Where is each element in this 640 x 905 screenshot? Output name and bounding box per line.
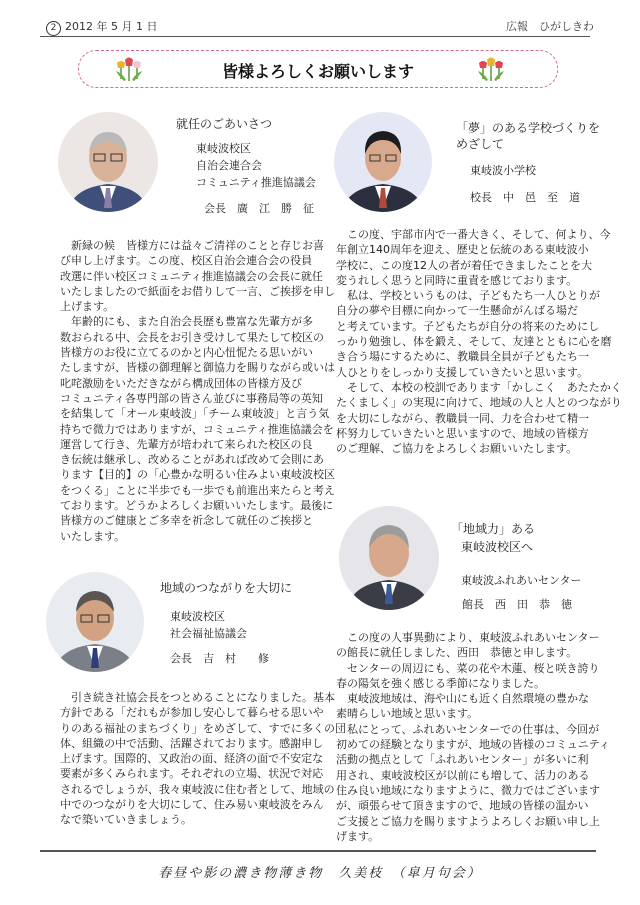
text-line: 方針である「だれもが参加し安心して暮らせる思いや: [60, 706, 324, 720]
article-heading: 地域のつながりを大切に: [160, 581, 293, 595]
text-line: 私は、学校というものは、子どもたち一人ひとりが: [336, 289, 600, 303]
article-heading: 「地域力」ある: [451, 522, 536, 536]
portrait-photo: [339, 506, 439, 610]
date-text: 2012 年 5 月 1 日: [65, 20, 158, 33]
text-line: 体、組織の中で活動、活躍されております。感謝申し: [60, 736, 324, 750]
portrait-photo: [334, 112, 432, 212]
org-line: 東岐波小学校: [470, 164, 536, 177]
text-line: そして、本校の校訓であります「かしこく あたたかく: [336, 380, 622, 394]
header-rule: [40, 36, 590, 37]
text-line: この度、宇部市内で一番大きく、そして、何より、今: [336, 228, 611, 241]
signature: 校長 中 邑 至 道: [470, 191, 580, 204]
text-line: なで築いていきましょう。: [60, 813, 192, 827]
org-line: 東岐波校区: [196, 142, 251, 155]
text-line: 運営して行き、先輩方が培われて来られた校区の良: [60, 437, 313, 451]
text-line: 数おられる中、会長をお引き受けして果たして校区の: [60, 330, 324, 344]
text-line: を大切にしながら、教職員一同、力を合わせて精一: [336, 411, 589, 425]
text-line: 年齢的にも、また自治会長歴も豊富な先輩方が多: [60, 315, 313, 329]
text-line: 東岐波地域は、海や山にも近く自然環境の豊かな: [336, 692, 589, 706]
org-line: 東岐波校区: [170, 610, 225, 623]
text-line: 中でのつながりを大切にして、住み易い東岐波をみん: [60, 798, 324, 812]
portrait-photo: [58, 112, 158, 212]
text-line: 春の陽気を強く感じる季節になりました。: [336, 676, 545, 690]
article-heading: 東岐波校区へ: [461, 540, 534, 554]
text-line: 上げます。国際的、又政治の面、経済の面で不安定な: [60, 752, 324, 766]
signature: 会長 廣 江 勝 征: [204, 202, 314, 215]
article-body: [60, 238, 335, 544]
text-line: 自分の夢や目標に向かって一生懸命がんばる場だ: [336, 304, 578, 318]
article-heading: めざして: [456, 137, 505, 151]
text-line: りのある福祉のまちづくり」をめざして、すでに多くの団: [60, 721, 346, 735]
text-line: 皆様方のお役に立てるのかと内心忸怩たる思いがい: [60, 346, 313, 360]
org-line: 東岐波ふれあいセンター: [461, 574, 582, 587]
text-line: 住み良い地域になりますように、微力ではございます: [336, 783, 600, 797]
text-line: この度の人事異動により、東岐波ふれあいセンター: [336, 631, 600, 644]
text-line: いたします。: [60, 529, 126, 543]
signature: 会長 吉 村 修: [170, 652, 269, 665]
text-line: 年創立140周年を迎え、歴史と伝統のある東岐波小: [336, 243, 589, 257]
text-line: のご理解、ご協力をよろしくお願いいたします。: [336, 442, 578, 456]
text-line: 活動の拠点として「ふれあいセンター」が多いに利: [336, 753, 589, 767]
text-line: 引き続き社協会長をつとめることになりました。基本: [60, 691, 335, 704]
text-line: を結集して「オール東岐波」「チーム東岐波」と言う気: [60, 407, 330, 421]
text-line: げます。: [336, 829, 380, 843]
text-line: き伝統は継承し、改めることがあれば改めて会則にあ: [60, 453, 324, 467]
text-line: 上げます。: [60, 300, 115, 314]
text-line: っかり勉強し、体を鍛え、そして、友達とともに心を磨: [336, 335, 612, 349]
text-line: センターの周辺にも、菜の花や木蓮、桜と咲き誇り: [336, 661, 600, 675]
text-line: 私にとって、ふれあいセンターでの仕事は、今回が: [336, 722, 600, 736]
signature: 館長 西 田 恭 徳: [462, 598, 572, 611]
text-line: コミュニティ各専門部の皆さん並びに事務局等の英知: [60, 391, 323, 405]
org-line: コミュニティ推進協議会: [196, 176, 316, 189]
text-line: ります【目的】の「心豊かな明るい住みよい東岐波校区: [60, 468, 335, 482]
footer-rule: [40, 850, 596, 852]
text-line: 皆様方のご健康とご多幸を祈念して就任のご挨拶と: [60, 514, 313, 528]
text-line: 杯努力していきたいと思いますので、地域の皆様方: [336, 426, 589, 440]
page-number: 2: [46, 21, 61, 36]
text-line: が、頑張らせて頂きますので、地域の皆様の温かい: [336, 799, 589, 813]
text-line: 要素が多くみられます。それぞれの立場、状況で対応: [60, 767, 324, 781]
text-line: 変うれしく思うと同時に重責を感じております。: [336, 273, 578, 287]
text-line: 持ちで微力ではありますが、コミュニティ推進協議会を: [60, 422, 334, 436]
text-line: たしますが、皆様の御理解と御協力を賜りながら或いは: [60, 361, 335, 375]
text-line: き合う場にするために、教職員全員が子どもたち一: [336, 350, 589, 364]
text-line: の館長に就任しました、西田 恭徳と申します。: [336, 646, 578, 660]
text-line: び申し上げます。この度、校区自治会連合会の役員: [60, 254, 313, 268]
text-line: 新緑の候 皆様方には益々ご清祥のことと存じお喜: [60, 239, 324, 252]
text-line: たくましく」の実現に向けて、地域の人と人とのつながり: [336, 396, 622, 410]
tulip-icon: [112, 53, 146, 83]
text-line: 用され、東岐波校区が以前にも増して、活力のある: [336, 768, 590, 782]
text-line: ご支援とご協力を賜りますようよろしくお願い申し上: [336, 814, 600, 828]
publication-name: 広報 ひがしきわ: [506, 20, 594, 33]
text-line: 人ひとりをしっかり支援していきたいと思います。: [336, 365, 589, 379]
text-line: と考えています。子どもたちが自分の将来のためにし: [336, 319, 600, 333]
text-line: 叱咤激励をいただきながら構成団体の皆様方及び: [60, 376, 302, 390]
article-body: [336, 630, 610, 844]
text-line: されるでしょうが、我々東岐波に住む者として、地域の: [60, 782, 335, 796]
tulip-icon: [474, 53, 508, 83]
text-line: いたしましたので紙面をお借りして一言、ご挨拶を申し: [60, 284, 335, 298]
article-heading: 「夢」のある学校づくりを: [456, 121, 601, 135]
issue-date: [46, 18, 157, 36]
text-line: をつくる」ことに半歩でも一歩でも前進出来たらと考え: [60, 483, 335, 497]
text-line: 改選に伴い校区コミュニティ推進協議会の会長に就任: [60, 269, 323, 283]
text-line: ております。どうかよろしくお願いいたします。最後に: [60, 499, 334, 513]
text-line: 初めての経験となりますが、地域の皆様のコミュニティ: [336, 738, 610, 752]
article-body: [60, 690, 346, 828]
article-body: [336, 227, 622, 456]
article-heading: 就任のごあいさつ: [176, 117, 273, 131]
text-line: 学校に、この度12人の者が着任できましたことを大: [336, 258, 592, 272]
org-line: 自治会連合会: [196, 159, 262, 172]
org-line: 社会福祉協議会: [170, 627, 247, 640]
banner-title: 皆様よろしくお願いします: [221, 62, 414, 81]
portrait-photo: [46, 572, 144, 672]
footer-haiku: 春昼や影の濃き物薄き物 久美枝 （皐月句会）: [158, 866, 482, 881]
text-line: 素晴らしい地域と思います。: [336, 707, 479, 721]
